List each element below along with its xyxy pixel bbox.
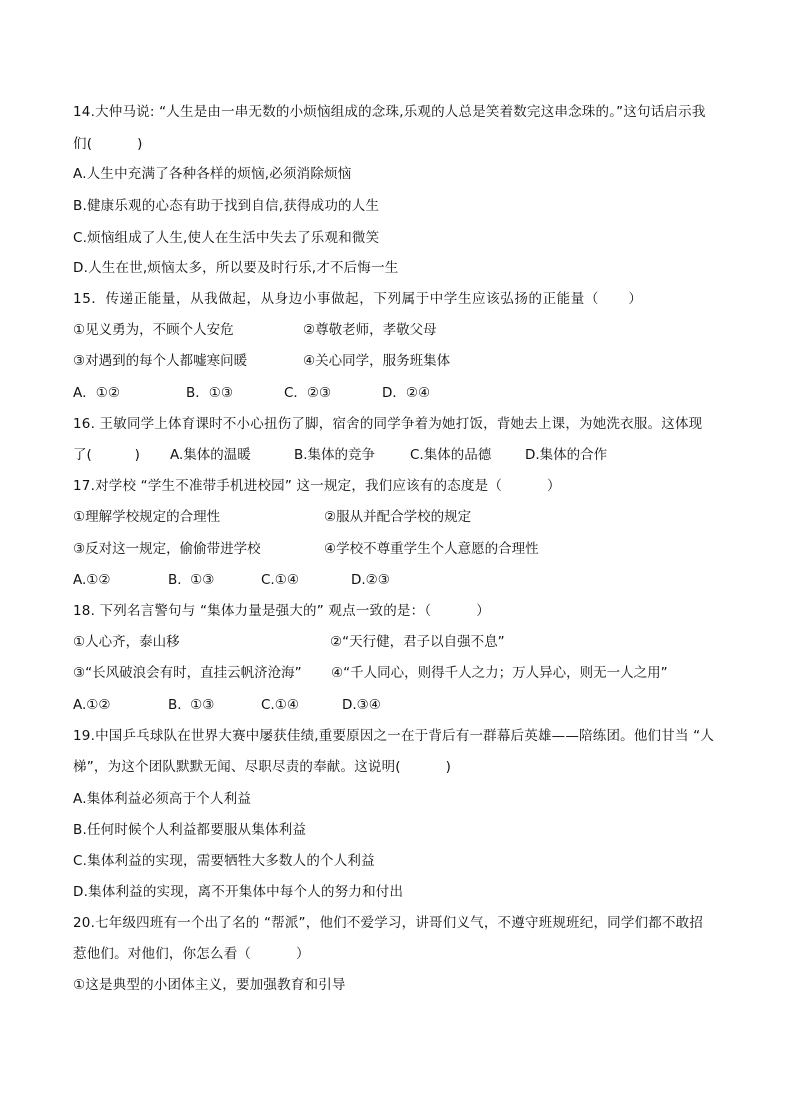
q15-options-row	[73, 384, 773, 402]
q17-option-b: B. ①③	[168, 572, 215, 588]
q15-option-b: B．①③	[186, 385, 233, 401]
q15-option-d: D．②④	[382, 385, 431, 401]
q15-items-row2	[73, 352, 773, 370]
q19-stem-line1: 19.中国乒乓球队在世界大赛中屡获佳绩,重要原因之一在于背后有一群幕后英雄——陪练团。他们甘当 “人	[73, 728, 715, 744]
q18-stem: 18. 下列名言警句与 “集体力量是强大的” 观点一致的是：（ ）	[73, 603, 490, 619]
q15-item-4: ④关心同学，服务班集体	[303, 353, 451, 369]
q15-item-1: ①见义勇为，不顾个人安危	[73, 322, 234, 338]
q17-item-1: ①理解学校规定的合理性	[73, 509, 221, 525]
q14-option-b: B.健康乐观的心态有助于找到自信,获得成功的人生	[73, 198, 380, 214]
q19-option-b: B.任何时候个人利益都要服从集体利益	[73, 822, 307, 838]
q16-option-a: A.集体的温暖	[170, 447, 251, 463]
q17-items-row1	[73, 508, 773, 526]
q18-option-a: A.①②	[73, 697, 111, 713]
q16-line2	[73, 446, 773, 464]
q18-option-d: D.③④	[342, 697, 381, 713]
q18-options-row	[73, 696, 773, 714]
q15-stem: 15．传递正能量，从我做起，从身边小事做起，下列属于中学生应该弘扬的正能量（ ）	[73, 291, 643, 307]
q18-item-4: ④“千人同心，则得千人之力；万人异心，则无一人之用”	[331, 665, 668, 681]
q18-item-1: ①人心齐，泰山移	[73, 634, 180, 650]
q17-items-row2	[73, 540, 773, 558]
q15-option-a: A．①②	[73, 385, 120, 401]
q19-stem-line2: 梯”，为这个团队默默无闻、尽职尽责的奉献。这说明( )	[73, 759, 452, 775]
q15-item-2: ②尊敬老师，孝敬父母	[303, 322, 437, 338]
q19-option-c: C.集体利益的实现，需要牺牲大多数人的个人利益	[73, 853, 375, 869]
q19-option-a: A.集体利益必须高于个人利益	[73, 791, 252, 807]
q18-item-3: ③“长风破浪会有时，直挂云帆济沧海”	[73, 665, 302, 681]
q14-stem-line1: 14.大仲马说: “人生是由一串无数的小烦恼组成的念珠,乐观的人总是笑着数完这串念珠的。”这句话启示我	[73, 104, 706, 120]
q17-stem: 17.对学校 “学生不准带手机进校园” 这一规定，我们应该有的态度是（ ）	[73, 478, 561, 494]
q16-option-d: D.集体的合作	[525, 447, 608, 463]
q20-item-1: ①这是典型的小团体主义，要加强教育和引导	[73, 977, 346, 993]
q14-option-c: C.烦恼组成了人生,使人在生活中失去了乐观和微笑	[73, 230, 380, 246]
q17-option-c: C.①④	[261, 572, 299, 588]
q14-option-d: D.人生在世,烦恼太多，所以要及时行乐,才不后悔一生	[73, 260, 399, 276]
q16-stem-line1: 16. 王敏同学上体育课时不小心扭伤了脚，宿舍的同学争着为她打饭，背她去上课，为她洗衣服。这体现	[73, 416, 703, 432]
q20-stem-line1: 20.七年级四班有一个出了名的 “帮派”，他们不爱学习，讲哥们义气，不遵守班规班纪，同学们都不敢招	[73, 915, 704, 931]
q16-option-c: C.集体的品德	[410, 447, 492, 463]
q18-option-c: C.①④	[261, 697, 299, 713]
q14-option-a: A.人生中充满了各种各样的烦恼,必须消除烦恼	[73, 166, 352, 182]
q15-option-c: C．②③	[284, 385, 332, 401]
q19-option-d: D.集体利益的实现，离不开集体中每个人的努力和付出	[73, 884, 404, 900]
q20-stem-line2: 惹他们。对他们，你怎么看（ ）	[73, 946, 310, 962]
q18-option-b: B. ①③	[168, 697, 215, 713]
q18-item-2: ②“天行健，君子以自强不息”	[330, 634, 505, 650]
q17-option-a: A.①②	[73, 572, 111, 588]
q18-items-row2	[73, 664, 773, 682]
q17-item-4: ④学校不尊重学生个人意愿的合理性	[324, 541, 539, 557]
q17-item-2: ②服从并配合学校的规定	[324, 509, 472, 525]
q17-option-d: D.②③	[351, 572, 390, 588]
q15-item-3: ③对遇到的每个人都嘘寒问暖	[73, 353, 248, 369]
q14-stem-line2: 们( )	[73, 136, 143, 152]
q18-items-row1	[73, 633, 773, 651]
q17-options-row	[73, 571, 773, 589]
q16-option-b: B.集体的竞争	[294, 447, 376, 463]
q15-items-row1	[73, 321, 773, 339]
q16-stem-line2: 了( )	[73, 447, 140, 463]
q17-item-3: ③反对这一规定，偷偷带进学校	[73, 541, 261, 557]
